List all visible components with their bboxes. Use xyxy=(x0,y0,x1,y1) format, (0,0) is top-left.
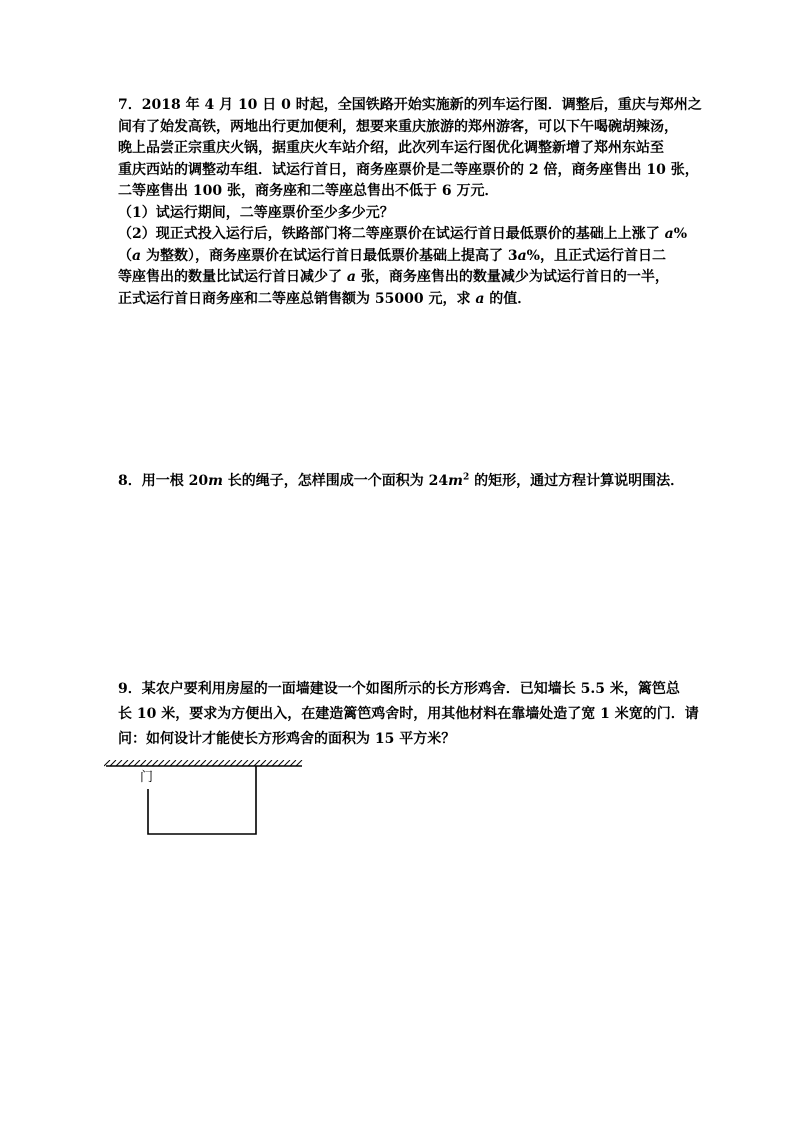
problem-7-line-3: 晚上品尝正宗重庆火锅，据重庆火车站介绍，此次列车运行图优化调整新增了郑州东站至 xyxy=(118,140,664,156)
hatch-marks xyxy=(104,760,302,766)
hatch-mark xyxy=(266,760,272,766)
q2-text: % xyxy=(673,226,688,242)
hatch-mark xyxy=(152,760,158,766)
hatch-mark xyxy=(140,760,146,766)
p8-text: 长的绳子，怎样围成一个面积为 24 xyxy=(222,473,449,489)
hatch-mark xyxy=(122,760,128,766)
problem-7-line-2: 间有了始发高铁，两地出行更加便利，想要来重庆旅游的郑州游客，可以下午喝碗胡辣汤， xyxy=(118,118,678,135)
hatch-mark xyxy=(104,760,110,766)
p8-text: 8．用一根 20 xyxy=(118,473,209,489)
problem-7-question-1: （1）试运行期间，二等座票价至少多少元？ xyxy=(118,204,394,221)
hatch-mark xyxy=(218,760,224,766)
hatch-mark xyxy=(260,760,266,766)
hatch-mark xyxy=(182,760,188,766)
hatch-mark xyxy=(296,760,302,766)
problem-8-line-1 xyxy=(118,470,698,492)
problem-7-line-4: 重庆西站的调整动车组．试运行首日，商务座票价是二等座票价的 2 倍，商务座售出 10 张， xyxy=(118,161,699,178)
wall-hatching xyxy=(104,760,302,766)
problem-7-question-2-line-4 xyxy=(118,289,698,311)
fence-outline xyxy=(148,766,256,834)
hatch-mark xyxy=(200,760,206,766)
exponent: 2 xyxy=(463,472,470,483)
hatch-mark xyxy=(248,760,254,766)
q2-text: （2）现正式投入运行后，铁路部门将二等座票价在试运行首日最低票价的基础上上涨了 xyxy=(118,226,665,242)
hatch-mark xyxy=(146,760,152,766)
p8-text: 的矩形，通过方程计算说明围法． xyxy=(469,473,685,489)
problem-9-line-3: 问：如何设计才能使长方形鸡舍的面积为 15 平方米？ xyxy=(118,731,456,747)
hatch-mark xyxy=(212,760,218,766)
problem-9-line-2: 长 10 米，要求为方便出入，在建造篱笆鸡舍时，用其他材料在靠墙处造了宽 1 米宽的门．请 xyxy=(118,706,699,722)
problem-7-line-5: 二等座售出 100 张，商务座和二等座总售出不低于 6 万元． xyxy=(118,183,499,199)
variable-a: a xyxy=(664,226,674,242)
q2-text: 正式运行首日商务座和二等座总销售额为 55000 元，求 xyxy=(118,290,476,307)
hatch-mark xyxy=(272,760,278,766)
hatch-mark xyxy=(194,760,200,766)
variable-a: a xyxy=(475,290,485,307)
hatch-mark xyxy=(284,760,290,766)
hatch-mark xyxy=(278,760,284,766)
hatch-mark xyxy=(254,760,260,766)
hatch-mark xyxy=(224,760,230,766)
q2-text: 张，商务座售出的数量减少为试运行首日的一半， xyxy=(355,269,669,285)
unit-meter: m xyxy=(448,473,463,489)
problem-7 xyxy=(118,95,702,310)
problem-7-line-1: 7．2018 年 4 月 10 日 0 时起，全国铁路开始实施新的列车运行图．调整后，重庆与郑州之 xyxy=(118,97,702,113)
problem-8 xyxy=(118,470,698,492)
problem-7-question-2-line-2 xyxy=(118,246,698,268)
variable-a: a xyxy=(517,247,527,264)
hatch-mark xyxy=(290,760,296,766)
hatch-mark xyxy=(206,760,212,766)
q2-text: %，且正式运行首日二 xyxy=(526,247,666,264)
door-label: 门 xyxy=(140,770,154,785)
hatch-mark xyxy=(236,760,242,766)
hatch-mark xyxy=(242,760,248,766)
hatch-mark xyxy=(116,760,122,766)
variable-a: a xyxy=(132,247,142,264)
problem-7-question-2-line-1 xyxy=(118,224,698,246)
hatch-mark xyxy=(176,760,182,766)
coop-figure xyxy=(104,760,309,842)
hatch-mark xyxy=(170,760,176,766)
hatch-mark xyxy=(230,760,236,766)
problem-9-line-1: 9．某农户要利用房屋的一面墙建设一个如图所示的长方形鸡舍．已知墙长 5.5 米，篱笆总 xyxy=(118,681,680,697)
hatch-mark xyxy=(134,760,140,766)
hatch-mark xyxy=(110,760,116,766)
q2-text: 等座售出的数量比试运行首日减少了 xyxy=(118,269,347,285)
variable-a: a xyxy=(346,269,356,285)
q2-text: 的值． xyxy=(484,290,532,307)
q2-text: 为整数），商务座票价在试运行首日最低票价基础上提高了 3 xyxy=(141,247,518,264)
q2-text: （ xyxy=(118,247,132,264)
problem-7-question-2-line-3 xyxy=(118,267,698,289)
problem-9 xyxy=(118,677,698,752)
hatch-mark xyxy=(158,760,164,766)
hatch-mark xyxy=(188,760,194,766)
unit-meter: m xyxy=(208,473,223,489)
hatch-mark xyxy=(128,760,134,766)
hatch-mark xyxy=(164,760,170,766)
